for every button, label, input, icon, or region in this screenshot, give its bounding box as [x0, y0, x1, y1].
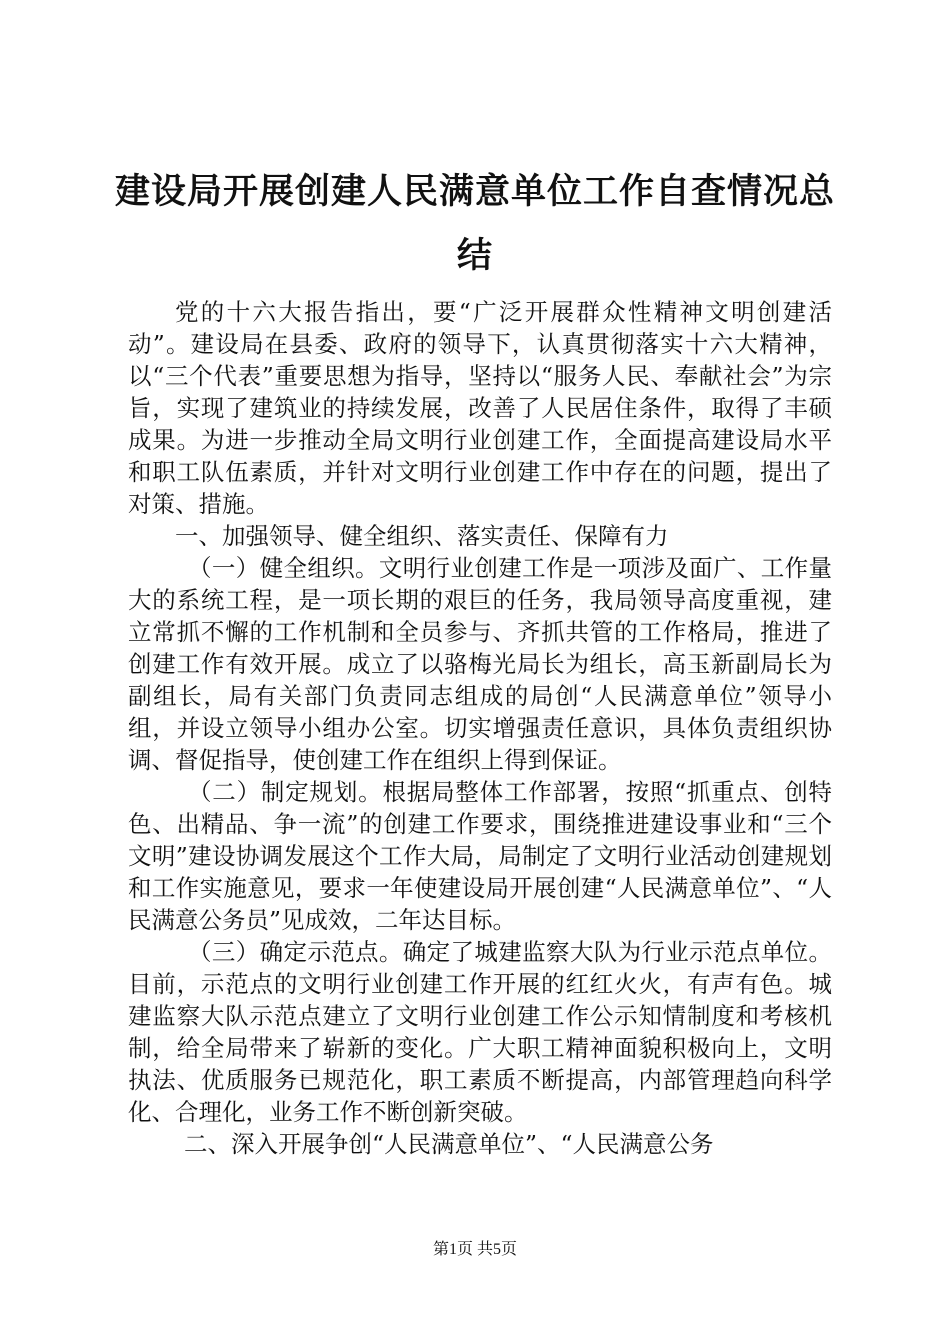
subsection-paragraph-2: （二）制定规划。根据局整体工作部署，按照“抓重点、创特色、出精品、争一流”的创建工作要求，围绕推进建设事业和“三个文明”建设协调发展这个工作大局，局制定了文明行业活动创建规划和工作实施意见，要求一年使建设局开展创建“人民满意单位”、“人民满意公务员”见成效，二年达目标。 [128, 778, 832, 934]
document-title: 建设局开展创建人民满意单位工作自查情况总结 [115, 171, 836, 276]
document-body [128, 296, 832, 1160]
intro-paragraph: 党的十六大报告指出，要“广泛开展群众性精神文明创建活动”。建设局在县委、政府的领导下，认真贯彻落实十六大精神，以“三个代表”重要思想为指导，坚持以“服务人民、奉献社会”为宗旨，实现了建筑业的持续发展，改善了人民居住条件，取得了丰硕成果。为进一步推动全局文明行业创建工作，全面提高建设局水平和职工队伍素质，并针对文明行业创建工作中存在的问题，提出了对策、措施。 [128, 298, 832, 518]
section-heading-2: 二、深入开展争创“人民满意单位”、“人民满意公务 [184, 1130, 714, 1158]
subsection-paragraph-1: （一）健全组织。文明行业创建工作是一项涉及面广、工作量大的系统工程，是一项长期的艰巨的任务，我局领导高度重视，建立常抓不懈的工作机制和全员参与、齐抓共管的工作格局，推进了创建工作有效开展。成立了以骆梅光局长为组长，高玉新副局长为副组长，局有关部门负责同志组成的局创“人民满意单位”领导小组，并设立领导小组办公室。切实增强责任意识，具体负责组织协调、督促指导，使创建工作在组织上得到保证。 [128, 554, 832, 774]
section-heading-1: 一、加强领导、健全组织、落实责任、保障有力 [175, 522, 669, 550]
page-number-footer: 第1页 共5页 [432, 1241, 517, 1258]
subsection-paragraph-3: （三）确定示范点。确定了城建监察大队为行业示范点单位。目前，示范点的文明行业创建工作开展的红红火火，有声有色。城建监察大队示范点建立了文明行业创建工作公示知情制度和考核机制，给全局带来了崭新的变化。广大职工精神面貌积极向上，文明执法、优质服务已规范化，职工素质不断提高，内部管理趋向科学化、合理化，业务工作不断创新突破。 [128, 938, 832, 1126]
